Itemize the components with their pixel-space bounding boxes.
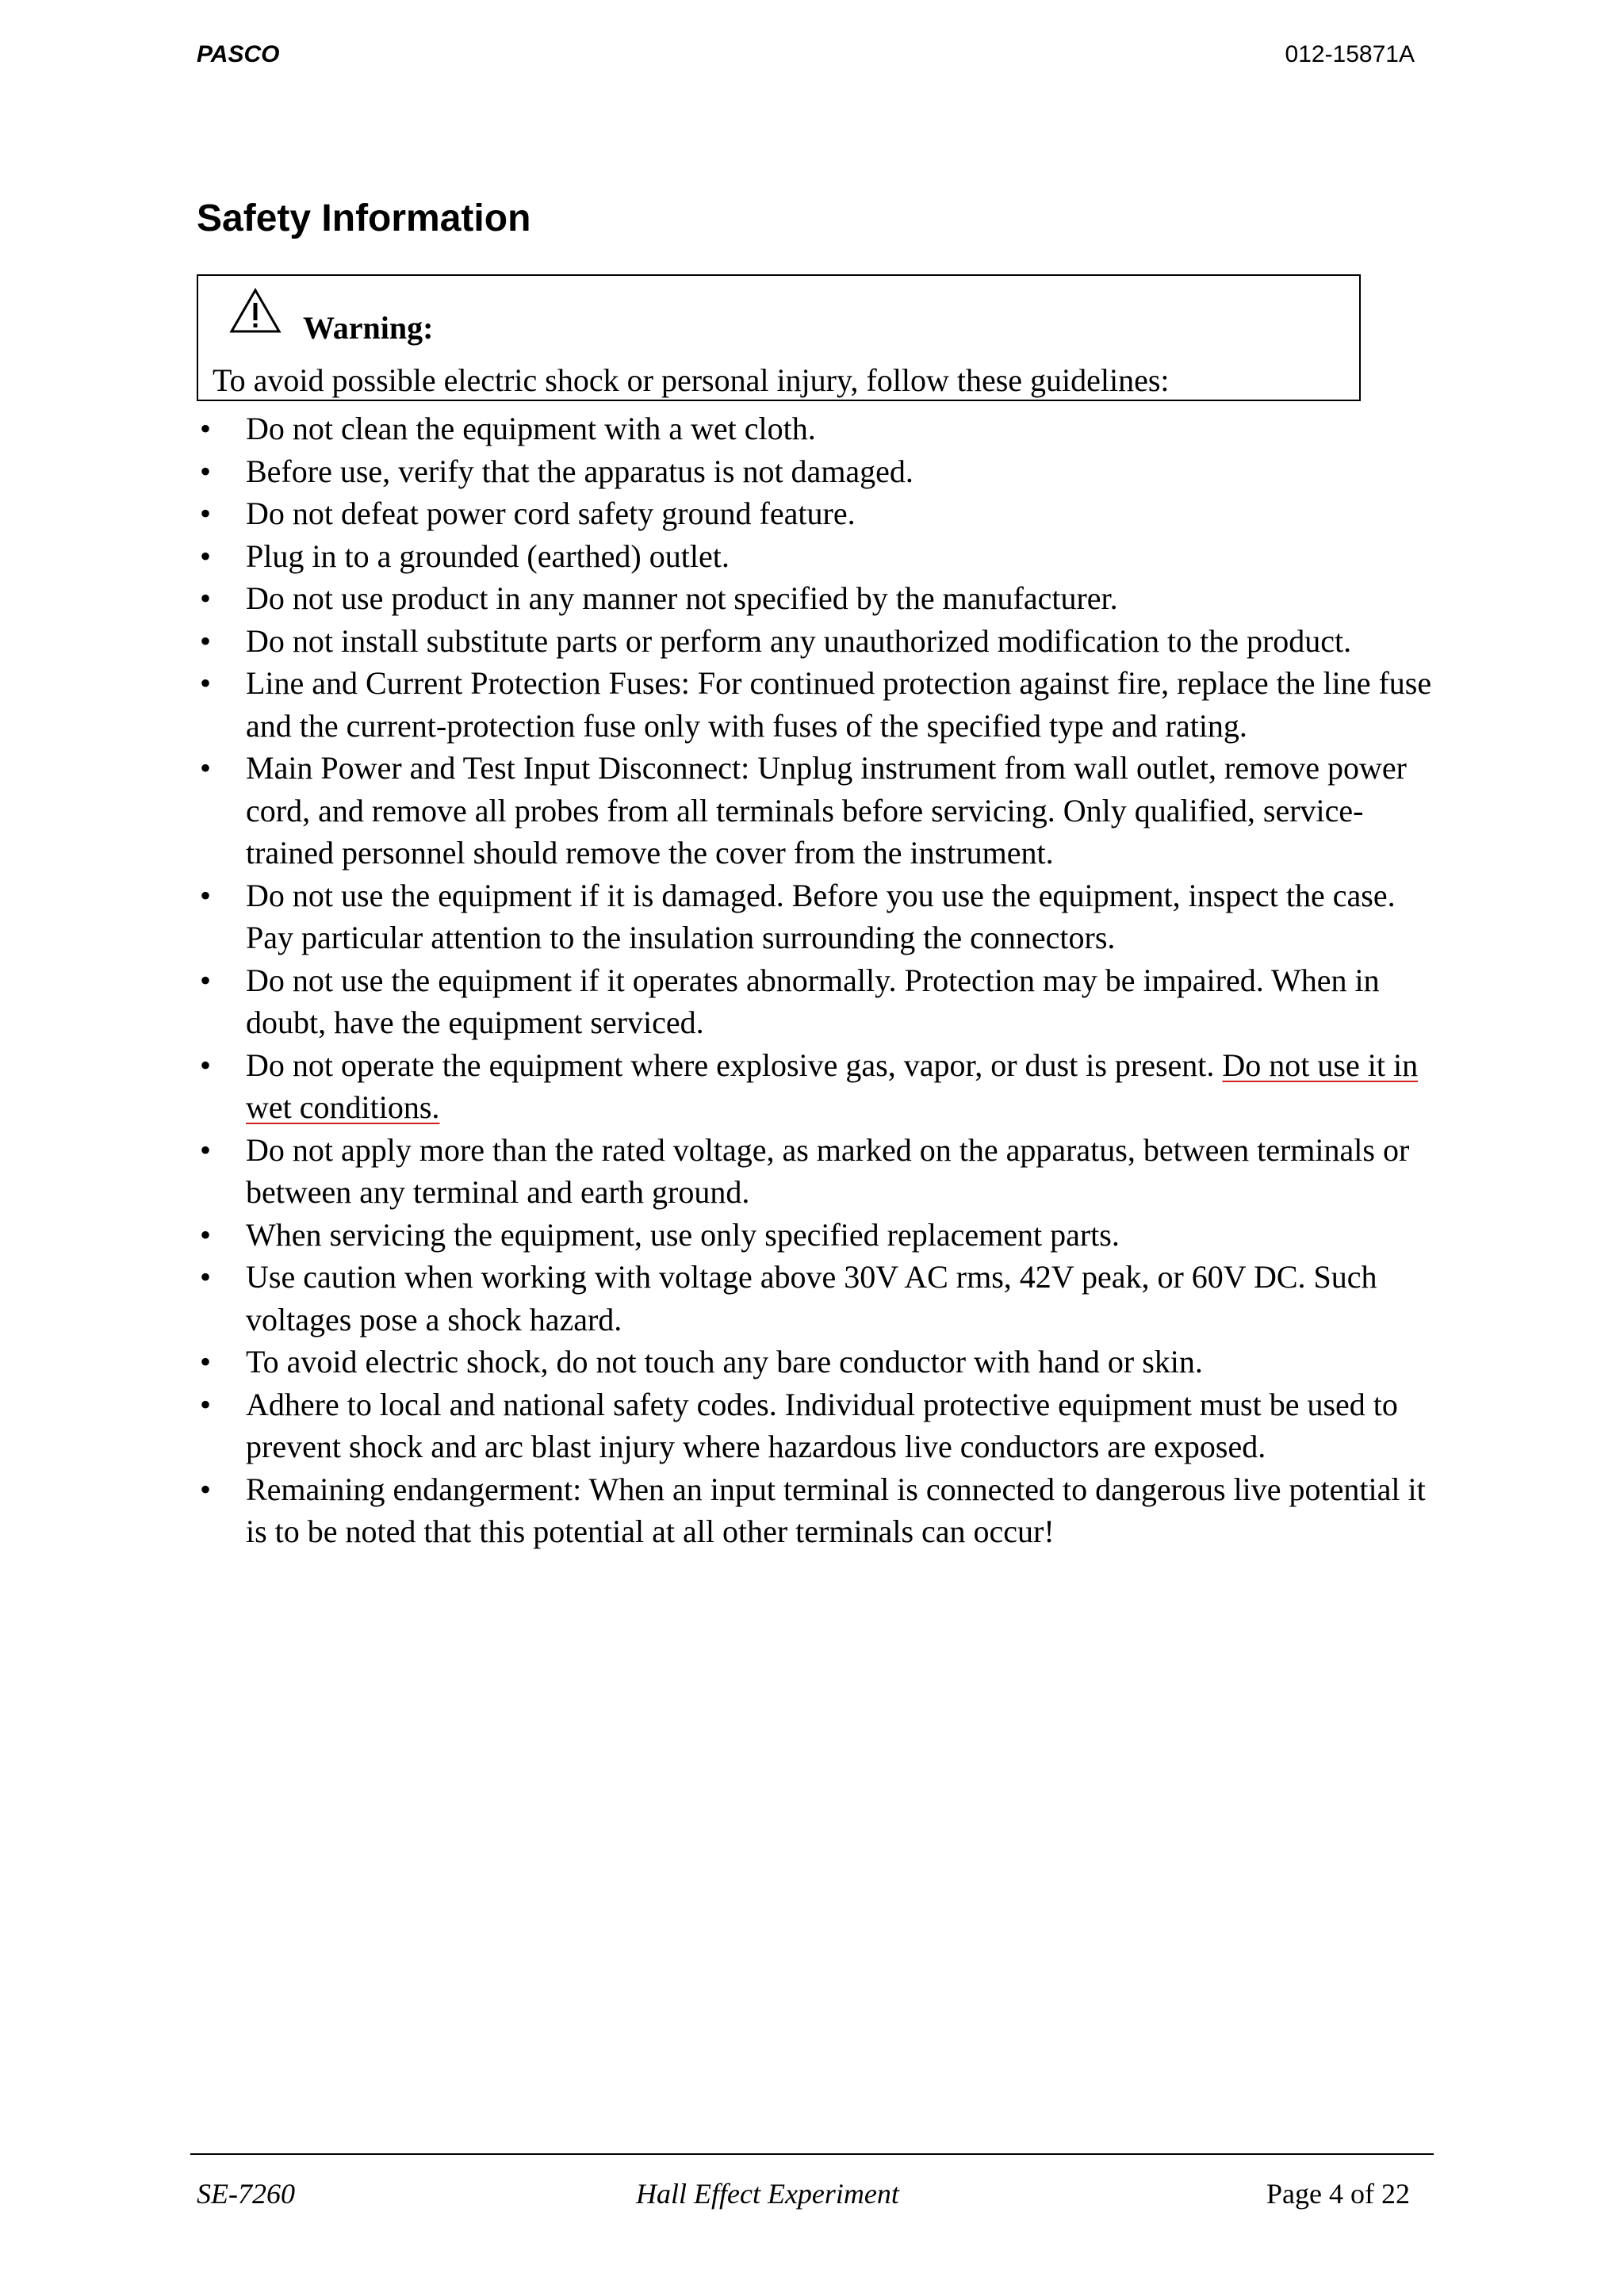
list-item-text: Main Power and Test Input Disconnect: Unplug instrument from wall outlet, remove power cord, and remove all probes from all terminals before servicing. Only qualified, service-trained personnel should remove the cover from the instrument. bbox=[246, 750, 1407, 871]
list-item-text: Use caution when working with voltage above 30V AC rms, 42V peak, or 60V DC. Such voltages pose a shock hazard. bbox=[246, 1259, 1377, 1337]
bullet-icon: • bbox=[200, 750, 212, 786]
list-item bbox=[197, 1468, 1434, 1553]
bullet-icon: • bbox=[200, 1047, 212, 1083]
bullet-icon: • bbox=[200, 622, 212, 659]
header-brand: PASCO bbox=[197, 41, 280, 67]
bullet-icon: • bbox=[200, 411, 212, 446]
bullet-icon: • bbox=[200, 538, 212, 574]
bullet-icon: • bbox=[200, 453, 212, 489]
list-item-underlined-text: Do not use it in wet conditions. bbox=[246, 1047, 1419, 1125]
warning-triangle-icon bbox=[228, 287, 282, 335]
list-item bbox=[197, 1044, 1434, 1129]
list-item bbox=[197, 620, 1434, 663]
bullet-icon: • bbox=[200, 877, 212, 913]
bullet-icon: • bbox=[200, 962, 212, 998]
list-item bbox=[197, 1256, 1434, 1341]
list-item-text: Remaining endangerment: When an input terminal is connected to dangerous live potential it is to be noted that this potential at all other terminals can occur! bbox=[246, 1471, 1426, 1549]
warning-box bbox=[197, 274, 1361, 401]
bullet-icon: • bbox=[200, 496, 212, 531]
list-item-text: Do not install substitute parts or perform any unauthorized modification to the product. bbox=[246, 622, 1352, 659]
list-item-text: Do not use the equipment if it is damaged. Before you use the equipment, inspect the case. Pay particular attention to the insulation surrounding the connectors. bbox=[246, 877, 1396, 955]
footer-divider bbox=[190, 2153, 1434, 2155]
list-item-text: To avoid electric shock, do not touch any bare conductor with hand or skin. bbox=[246, 1344, 1203, 1380]
bullet-icon: • bbox=[200, 1344, 212, 1380]
warning-label: Warning: bbox=[303, 310, 434, 346]
footer-title: Hall Effect Experiment bbox=[636, 2178, 899, 2210]
list-item bbox=[197, 959, 1434, 1044]
bullet-icon: • bbox=[200, 1216, 212, 1253]
list-item bbox=[197, 408, 1434, 450]
footer-model: SE-7260 bbox=[197, 2178, 295, 2210]
warning-intro: To avoid possible electric shock or personal injury, follow these guidelines: bbox=[213, 362, 1170, 398]
list-item-text: Adhere to local and national safety codes. Individual protective equipment must be used to prevent shock and arc blast injury where hazardous live conductors are exposed. bbox=[246, 1386, 1398, 1464]
footer-page-number: Page 4 of 22 bbox=[1266, 2178, 1410, 2210]
list-item bbox=[197, 535, 1434, 578]
list-item-text: Before use, verify that the apparatus is not damaged. bbox=[246, 453, 914, 489]
list-item bbox=[197, 662, 1434, 747]
bullet-icon: • bbox=[200, 580, 212, 616]
list-item bbox=[197, 747, 1434, 874]
list-item bbox=[197, 1129, 1434, 1214]
list-item bbox=[197, 450, 1434, 493]
list-item bbox=[197, 1341, 1434, 1383]
header-doc-number: 012-15871A bbox=[1285, 41, 1415, 67]
safety-guidelines-list bbox=[197, 408, 1434, 1553]
list-item-text: Do not use product in any manner not specified by the manufacturer. bbox=[246, 580, 1118, 616]
list-item-text: Do not use the equipment if it operates abnormally. Protection may be impaired. When in doubt, have the equipment serviced. bbox=[246, 962, 1380, 1040]
bullet-icon: • bbox=[200, 1259, 212, 1295]
bullet-icon: • bbox=[200, 665, 212, 701]
list-item-text: Do not operate the equipment where explosive gas, vapor, or dust is present. bbox=[246, 1047, 1223, 1083]
bullet-icon: • bbox=[200, 1471, 212, 1507]
list-item-text: Do not defeat power cord safety ground feature. bbox=[246, 496, 856, 531]
bullet-icon: • bbox=[200, 1386, 212, 1422]
list-item-text: Do not apply more than the rated voltage, as marked on the apparatus, between terminals or between any terminal and earth ground. bbox=[246, 1131, 1410, 1210]
list-item-text: Line and Current Protection Fuses: For continued protection against fire, replace the line fuse and the current-protection fuse only with fuses of the specified type and rating. bbox=[246, 665, 1432, 744]
list-item bbox=[197, 577, 1434, 620]
list-item bbox=[197, 1383, 1434, 1468]
list-item bbox=[197, 492, 1434, 535]
section-title: Safety Information bbox=[197, 197, 531, 239]
list-item bbox=[197, 1214, 1434, 1257]
list-item-text: When servicing the equipment, use only specified replacement parts. bbox=[246, 1216, 1120, 1253]
bullet-icon: • bbox=[200, 1131, 212, 1168]
list-item-text: Do not clean the equipment with a wet cloth. bbox=[246, 411, 816, 446]
list-item-text: Plug in to a grounded (earthed) outlet. bbox=[246, 538, 730, 574]
list-item bbox=[197, 874, 1434, 959]
